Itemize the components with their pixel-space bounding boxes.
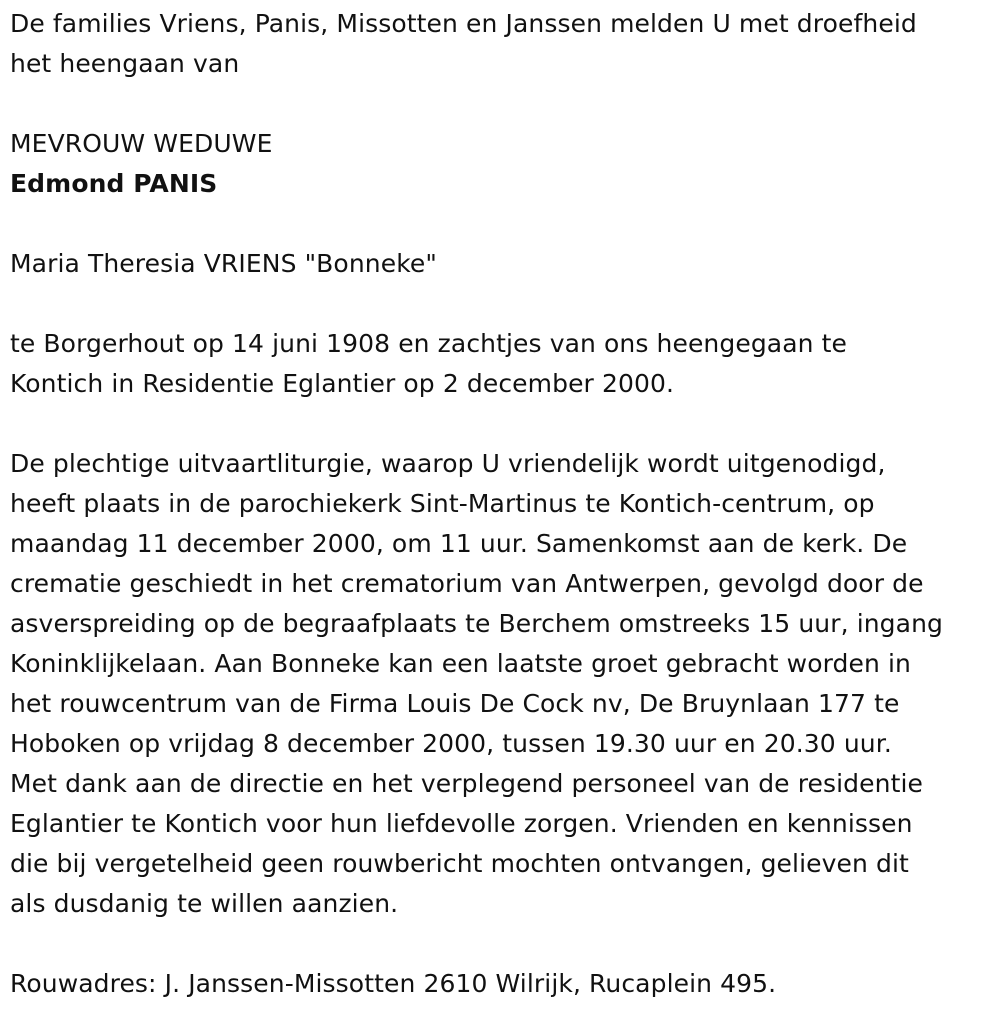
ceremony-line: De plechtige uitvaartliturgie, waarop U vriendelijk wordt uitgenodigd, [10, 449, 886, 478]
ceremony-paragraph [10, 444, 995, 924]
ceremony-line: heeft plaats in de parochiekerk Sint-Martinus te Kontich-centrum, op [10, 489, 875, 518]
spacer [10, 924, 995, 964]
ceremony-line: Eglantier te Kontich voor hun liefdevolle zorgen. Vrienden en kennissen [10, 809, 913, 838]
intro-line: het heengaan van [10, 49, 240, 78]
spacer [10, 284, 995, 324]
spacer [10, 84, 995, 124]
ceremony-line: Hoboken op vrijdag 8 december 2000, tussen 19.30 uur en 20.30 uur. [10, 729, 892, 758]
deceased-name: Maria Theresia VRIENS "Bonneke" [10, 249, 437, 278]
ceremony-line: crematie geschiedt in het crematorium van Antwerpen, gevolgd door de [10, 569, 924, 598]
ceremony-line: als dusdanig te willen aanzien. [10, 889, 399, 918]
ceremony-line: Koninklijkelaan. Aan Bonneke kan een laatste groet gebracht worden in [10, 649, 911, 678]
spacer [10, 204, 995, 244]
death-announcement [10, 4, 995, 1004]
ceremony-line: die bij vergetelheid geen rouwbericht mochten ontvangen, gelieven dit [10, 849, 909, 878]
ceremony-line: asverspreiding op de begraafplaats te Berchem omstreeks 15 uur, ingang [10, 609, 943, 638]
spacer [10, 404, 995, 444]
birth-death-line: te Borgerhout op 14 juni 1908 en zachtjes van ons heengegaan te [10, 329, 848, 358]
ceremony-line: Met dank aan de directie en het verplegend personeel van de residentie [10, 769, 923, 798]
ceremony-line: maandag 11 december 2000, om 11 uur. Samenkomst aan de kerk. De [10, 529, 908, 558]
birth-death-paragraph [10, 324, 995, 404]
husband-name: Edmond PANIS [10, 169, 218, 198]
birth-death-line: Kontich in Residentie Eglantier op 2 december 2000. [10, 369, 675, 398]
address-line: Rouwadres: J. Janssen-Missotten 2610 Wilrijk, Rucaplein 495. [10, 969, 777, 998]
ceremony-line: het rouwcentrum van de Firma Louis De Cock nv, De Bruynlaan 177 te [10, 689, 900, 718]
title-line: MEVROUW WEDUWE [10, 129, 273, 158]
intro-line: De families Vriens, Panis, Missotten en Janssen melden U met droefheid [10, 9, 917, 38]
intro-paragraph [10, 4, 995, 84]
